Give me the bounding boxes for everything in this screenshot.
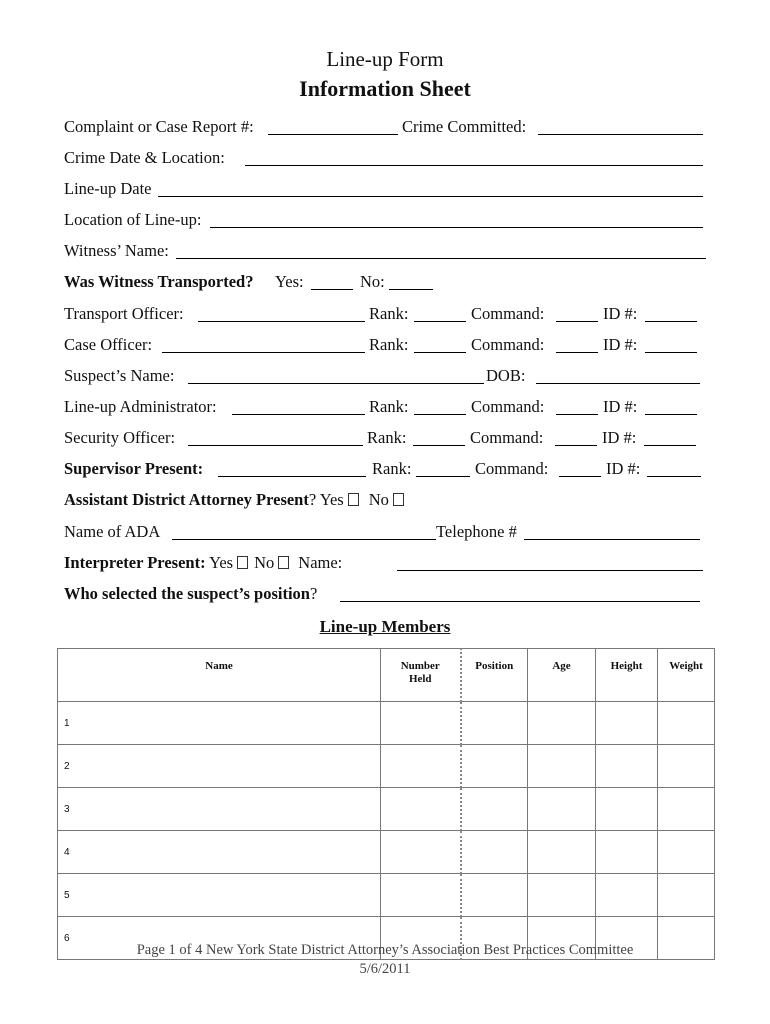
col-header-height: Height [596, 649, 658, 702]
security-officer-field[interactable] [188, 445, 363, 446]
interpreter-group [64, 553, 342, 573]
position-cell[interactable] [461, 831, 528, 874]
transported-no-field[interactable] [389, 289, 433, 290]
row-case-report [64, 117, 706, 139]
case-id-label: ID #: [603, 335, 638, 354]
crime-date-label: Crime Date & Location: [64, 148, 225, 167]
position-cell[interactable] [461, 702, 528, 745]
transport-command-field[interactable] [556, 321, 598, 322]
age-cell[interactable] [528, 788, 596, 831]
transported-yes-field[interactable] [311, 289, 353, 290]
supervisor-id-label: ID #: [606, 459, 641, 478]
row-witness-transported [64, 272, 706, 294]
position-cell[interactable] [461, 874, 528, 917]
interpreter-name-label: Name: [298, 553, 343, 572]
ada-name-field[interactable] [172, 539, 436, 540]
row-number: 2 [58, 745, 381, 788]
interpreter-name-field[interactable] [397, 570, 703, 571]
col-header-weight: Weight [658, 649, 715, 702]
row-case-officer [64, 335, 706, 357]
crime-committed-label: Crime Committed: [402, 117, 527, 136]
row-lineup-date [64, 179, 706, 201]
row-crime-date [64, 148, 706, 170]
witness-transported-label: Was Witness Transported? [64, 272, 254, 291]
case-officer-field[interactable] [162, 352, 365, 353]
row-number: 4 [58, 831, 381, 874]
transport-officer-field[interactable] [198, 321, 365, 322]
height-cell[interactable] [596, 788, 658, 831]
who-selected-group [64, 584, 317, 604]
admin-rank-field[interactable] [414, 414, 466, 415]
table-row [58, 874, 715, 917]
number-held-cell[interactable] [381, 702, 461, 745]
dob-field[interactable] [536, 383, 700, 384]
case-officer-label: Case Officer: [64, 335, 153, 354]
position-cell[interactable] [461, 745, 528, 788]
row-number: 5 [58, 874, 381, 917]
col-header-age: Age [528, 649, 596, 702]
lineup-date-field[interactable] [158, 196, 703, 197]
row-who-selected [64, 584, 706, 606]
ada-present-yes-label: ? Yes [308, 490, 344, 509]
table-row [58, 831, 715, 874]
row-lineup-location [64, 210, 706, 232]
witness-name-label: Witness’ Name: [64, 241, 169, 260]
case-rank-label: Rank: [369, 335, 409, 354]
security-id-field[interactable] [644, 445, 696, 446]
form-subtitle: Information Sheet [299, 76, 471, 101]
ada-present-label: Assistant District Attorney Present [64, 490, 309, 509]
supervisor-command-label: Command: [475, 459, 549, 478]
footer-date: 5/6/2011 [359, 961, 411, 977]
lineup-location-field[interactable] [210, 227, 703, 228]
form-title: Line-up Form [326, 47, 444, 71]
ada-name-label: Name of ADA [64, 522, 161, 541]
age-cell[interactable] [528, 702, 596, 745]
footer-text: Page 1 of 4 New York State District Attorney’s Association Best Practices Committee [136, 942, 634, 958]
row-number: 1 [58, 702, 381, 745]
number-held-cell[interactable] [381, 831, 461, 874]
col-header-number-held: Number Held [381, 649, 461, 702]
members-title: Line-up Members [319, 617, 451, 636]
supervisor-rank-field[interactable] [416, 476, 470, 477]
interpreter-yes-label: Yes [209, 553, 234, 572]
number-held-cell[interactable] [381, 874, 461, 917]
case-rank-field[interactable] [414, 352, 466, 353]
table-row [58, 745, 715, 788]
witness-name-field[interactable] [176, 258, 706, 259]
transport-id-label: ID #: [603, 304, 638, 323]
transported-yes-label: Yes: [275, 272, 304, 291]
case-report-field[interactable] [268, 134, 398, 135]
who-selected-field[interactable] [340, 601, 700, 602]
weight-cell[interactable] [658, 874, 715, 917]
suspect-name-label: Suspect’s Name: [64, 366, 175, 385]
weight-cell[interactable] [658, 788, 715, 831]
ada-no-label: No [368, 490, 389, 509]
row-interpreter [64, 553, 706, 575]
ada-no-checkbox[interactable] [393, 493, 404, 506]
transport-id-field[interactable] [645, 321, 697, 322]
security-command-field[interactable] [555, 445, 597, 446]
interpreter-label: Interpreter Present: [64, 553, 206, 572]
age-cell[interactable] [528, 874, 596, 917]
transport-rank-field[interactable] [414, 321, 466, 322]
height-cell[interactable] [596, 702, 658, 745]
admin-rank-label: Rank: [369, 397, 409, 416]
number-held-cell[interactable] [381, 745, 461, 788]
weight-cell[interactable] [658, 745, 715, 788]
height-cell[interactable] [596, 831, 658, 874]
supervisor-field[interactable] [218, 476, 366, 477]
height-cell[interactable] [596, 874, 658, 917]
number-held-cell[interactable] [381, 788, 461, 831]
supervisor-id-field[interactable] [647, 476, 701, 477]
ada-present-group [64, 490, 408, 510]
col-header-position: Position [461, 649, 528, 702]
case-command-field[interactable] [556, 352, 598, 353]
row-suspect-name [64, 366, 706, 388]
transport-command-label: Command: [471, 304, 545, 323]
transport-rank-label: Rank: [369, 304, 409, 323]
interpreter-yes-checkbox[interactable] [237, 556, 248, 569]
transport-officer-label: Transport Officer: [64, 304, 184, 323]
supervisor-command-field[interactable] [559, 476, 601, 477]
weight-cell[interactable] [658, 831, 715, 874]
row-number: 3 [58, 788, 381, 831]
members-header-row [58, 649, 715, 702]
security-rank-field[interactable] [413, 445, 465, 446]
who-selected-label: Who selected the suspect’s position [64, 584, 310, 603]
admin-id-label: ID #: [603, 397, 638, 416]
telephone-field[interactable] [524, 539, 700, 540]
row-ada-present [64, 490, 706, 512]
row-lineup-admin [64, 397, 706, 419]
admin-id-field[interactable] [645, 414, 697, 415]
transported-no-label: No: [360, 272, 385, 291]
lineup-admin-field[interactable] [232, 414, 365, 415]
col-header-name: Name [58, 649, 381, 702]
table-row [58, 788, 715, 831]
interpreter-no-label: No [254, 553, 275, 572]
row-security-officer [64, 428, 706, 450]
security-rank-label: Rank: [367, 428, 407, 447]
height-cell[interactable] [596, 745, 658, 788]
crime-committed-field[interactable] [538, 134, 703, 135]
admin-command-field[interactable] [556, 414, 598, 415]
crime-date-field[interactable] [245, 165, 703, 166]
case-report-label: Complaint or Case Report #: [64, 117, 254, 136]
row-number: 6 [58, 917, 381, 960]
security-command-label: Command: [470, 428, 544, 447]
suspect-name-field[interactable] [188, 383, 484, 384]
ada-yes-checkbox[interactable] [348, 493, 359, 506]
case-command-label: Command: [471, 335, 545, 354]
supervisor-label: Supervisor Present: [64, 459, 204, 478]
table-row [58, 702, 715, 745]
telephone-label: Telephone # [436, 522, 517, 541]
interpreter-no-checkbox[interactable] [278, 556, 289, 569]
weight-cell[interactable] [658, 702, 715, 745]
lineup-admin-label: Line-up Administrator: [64, 397, 217, 416]
who-selected-qmark: ? [309, 584, 318, 603]
row-transport-officer [64, 304, 706, 326]
row-supervisor [64, 459, 706, 481]
row-ada-name [64, 522, 706, 544]
admin-command-label: Command: [471, 397, 545, 416]
members-table [57, 648, 715, 960]
lineup-location-label: Location of Line-up: [64, 210, 202, 229]
lineup-date-label: Line-up Date [64, 179, 152, 198]
security-id-label: ID #: [602, 428, 637, 447]
age-cell[interactable] [528, 745, 596, 788]
row-witness-name [64, 241, 706, 263]
case-id-field[interactable] [645, 352, 697, 353]
position-cell[interactable] [461, 788, 528, 831]
supervisor-rank-label: Rank: [372, 459, 412, 478]
age-cell[interactable] [528, 831, 596, 874]
security-officer-label: Security Officer: [64, 428, 176, 447]
dob-label: DOB: [486, 366, 526, 385]
